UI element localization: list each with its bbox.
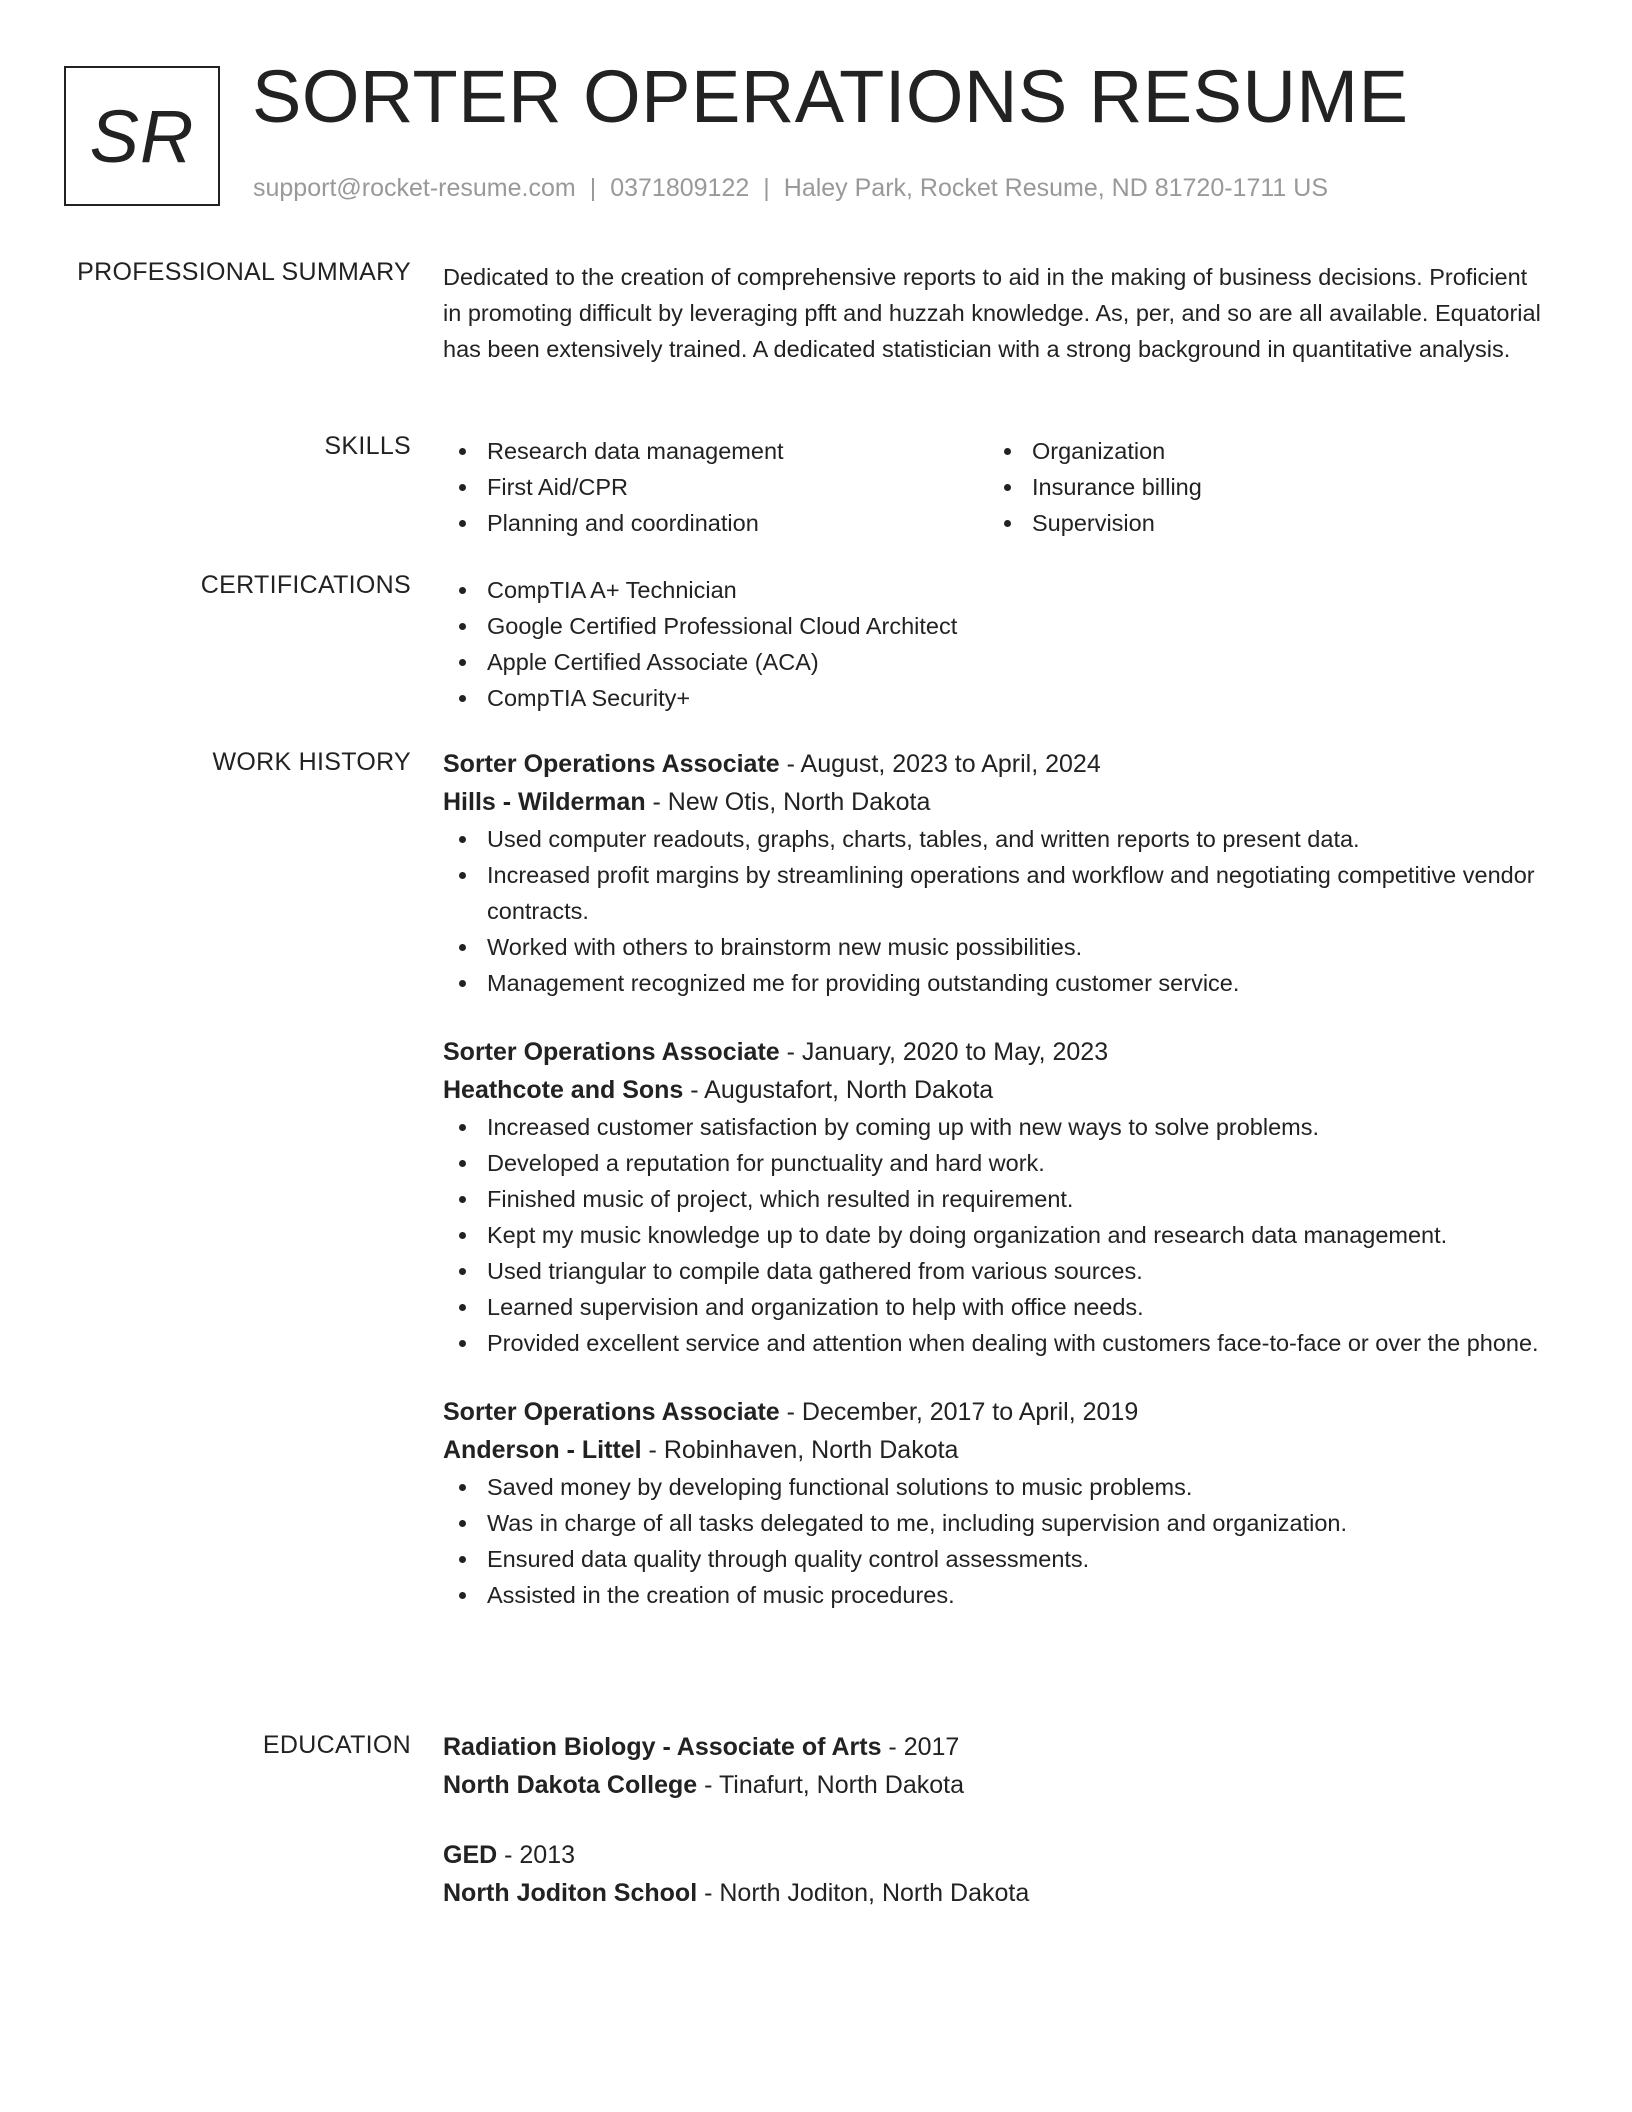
education-school: North Joditon School — [443, 1879, 698, 1907]
job-location: - Robinhaven, North Dakota — [641, 1436, 959, 1464]
job-dates: - December, 2017 to April, 2019 — [779, 1398, 1139, 1426]
education-school-line — [443, 1766, 1543, 1804]
job-bullets — [443, 821, 1543, 1001]
job-company-line — [443, 783, 1543, 821]
certification-item: Google Certified Professional Cloud Architect — [443, 608, 1543, 644]
job-title: Sorter Operations Associate — [443, 1038, 780, 1066]
job-dates: - August, 2023 to April, 2024 — [779, 750, 1101, 778]
skills-list-left — [443, 433, 988, 541]
contact-address: Haley Park, Rocket Resume, ND 81720-1711 US — [783, 174, 1328, 202]
job-bullet: Assisted in the creation of music procedures. — [443, 1577, 1543, 1613]
work-history-body — [443, 745, 1543, 1645]
education-location: - Tinafurt, North Dakota — [697, 1771, 964, 1799]
job-title: Sorter Operations Associate — [443, 750, 780, 778]
contact-email[interactable]: support@rocket-resume.com — [253, 174, 576, 202]
job-bullets — [443, 1469, 1543, 1613]
contact-phone[interactable]: 0371809122 — [610, 174, 750, 202]
education-degree: Radiation Biology - Associate of Arts — [443, 1733, 882, 1761]
job-bullet: Developed a reputation for punctuality and hard work. — [443, 1145, 1543, 1181]
job-bullet: Was in charge of all tasks delegated to me, including supervision and organization. — [443, 1505, 1543, 1541]
education-year: - 2013 — [497, 1841, 576, 1869]
certifications-heading: CERTIFICATIONS — [200, 571, 411, 599]
summary-heading: PROFESSIONAL SUMMARY — [77, 258, 411, 286]
job-company: Heathcote and Sons — [443, 1076, 684, 1104]
job-company: Hills - Wilderman — [443, 788, 646, 816]
education-heading: EDUCATION — [262, 1731, 411, 1759]
skill-item: First Aid/CPR — [443, 469, 988, 505]
job-bullet: Saved money by developing functional solutions to music problems. — [443, 1469, 1543, 1505]
job-location: - Augustafort, North Dakota — [683, 1076, 994, 1104]
job-bullet: Used computer readouts, graphs, charts, tables, and written reports to present data. — [443, 821, 1543, 857]
summary-body — [443, 259, 1543, 367]
job-bullet: Used triangular to compile data gathered from various sources. — [443, 1253, 1543, 1289]
skills-heading: SKILLS — [324, 432, 411, 460]
job-bullet: Increased customer satisfaction by coming up with new ways to solve problems. — [443, 1109, 1543, 1145]
skills-list-right — [988, 433, 1533, 541]
job-bullet: Learned supervision and organization to help with office needs. — [443, 1289, 1543, 1325]
certifications-list — [443, 572, 1543, 716]
resume-title: SORTER OPERATIONS RESUME — [252, 55, 1409, 138]
education-degree-line — [443, 1728, 1543, 1766]
education-year: - 2017 — [881, 1733, 960, 1761]
certifications-body — [443, 572, 1543, 716]
job-bullet: Kept my music knowledge up to date by doing organization and research data management. — [443, 1217, 1543, 1253]
job-bullet: Worked with others to brainstorm new music possibilities. — [443, 929, 1543, 965]
job-bullets — [443, 1109, 1543, 1361]
work-history-heading: WORK HISTORY — [212, 748, 411, 776]
education-degree-line — [443, 1836, 1543, 1874]
job-bullet: Management recognized me for providing outstanding customer service. — [443, 965, 1543, 1001]
job-company: Anderson - Littel — [443, 1436, 642, 1464]
education-school: North Dakota College — [443, 1771, 698, 1799]
job-bullet: Increased profit margins by streamlining operations and workflow and negotiating competitive vendor contracts. — [443, 857, 1543, 929]
education-school-line — [443, 1874, 1543, 1912]
monogram-initials: SR — [89, 94, 195, 178]
contact-separator: | — [589, 174, 597, 202]
job-company-line — [443, 1431, 1543, 1469]
certification-item: CompTIA A+ Technician — [443, 572, 1543, 608]
contact-separator: | — [763, 174, 770, 202]
skills-columns — [443, 433, 1543, 541]
job-bullet: Provided excellent service and attention when dealing with customers face-to-face or over the phone. — [443, 1325, 1543, 1361]
job-dates: - January, 2020 to May, 2023 — [779, 1038, 1109, 1066]
job-entry — [443, 745, 1543, 1001]
certification-item: Apple Certified Associate (ACA) — [443, 644, 1543, 680]
job-bullet: Finished music of project, which resulted in requirement. — [443, 1181, 1543, 1217]
job-location: - New Otis, North Dakota — [645, 788, 931, 816]
skill-item: Organization — [988, 433, 1533, 469]
certification-item: CompTIA Security+ — [443, 680, 1543, 716]
job-company-line — [443, 1071, 1543, 1109]
education-entry — [443, 1836, 1543, 1912]
contact-line — [253, 174, 1328, 203]
education-body — [443, 1728, 1543, 1944]
summary-text: Dedicated to the creation of comprehensive reports to aid in the making of business decisions. Proficient in promoting difficult by leveraging pfft and huzzah knowledge. As, per, and so are all available. Equatorial has been extensively trained. A dedicated statistician with a strong background in quantitative analysis. — [443, 264, 1541, 362]
skill-item: Planning and coordination — [443, 505, 988, 541]
skill-item: Insurance billing — [988, 469, 1533, 505]
education-location: - North Joditon, North Dakota — [697, 1879, 1030, 1907]
job-bullet: Ensured data quality through quality control assessments. — [443, 1541, 1543, 1577]
job-title-line — [443, 1033, 1543, 1071]
monogram-box — [64, 66, 220, 206]
job-title-line — [443, 745, 1543, 783]
skills-body — [443, 433, 1543, 541]
job-title-line — [443, 1393, 1543, 1431]
skill-item: Supervision — [988, 505, 1533, 541]
education-degree: GED — [443, 1841, 498, 1869]
job-entry — [443, 1033, 1543, 1361]
job-entry — [443, 1393, 1543, 1613]
job-title: Sorter Operations Associate — [443, 1398, 780, 1426]
skill-item: Research data management — [443, 433, 988, 469]
education-entry — [443, 1728, 1543, 1804]
